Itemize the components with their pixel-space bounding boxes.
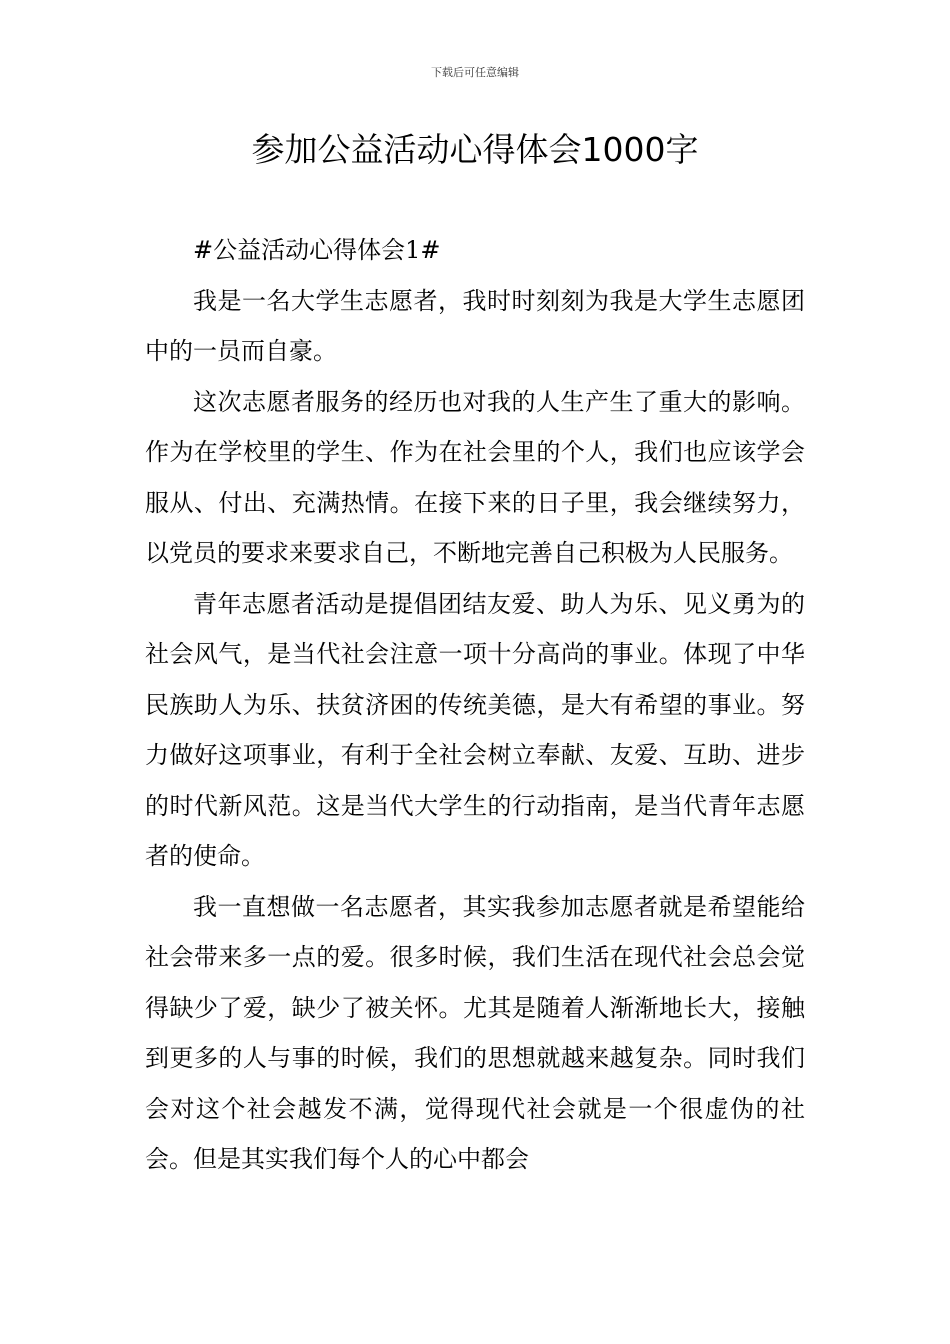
paragraph-1: 我是一名大学生志愿者，我时时刻刻为我是大学生志愿团中的一员而自豪。: [145, 286, 805, 365]
paragraph-3: 青年志愿者活动是提倡团结友爱、助人为乐、见义勇为的社会风气，是当代社会注意一项十分高尚的事业。体现了中华民族助人为乐、扶贫济困的传统美德，是大有希望的事业。努力做好这项事业，有利于全社会树立奉献、友爱、互助、进步的时代新风范。这是当代大学生的行动指南，是当代青年志愿者的使命。: [145, 589, 805, 870]
section-heading: #公益活动心得体会1#: [193, 236, 441, 264]
document-body: [145, 225, 805, 1185]
paragraph-2: 这次志愿者服务的经历也对我的人生产生了重大的影响。作为在学校里的学生、作为在社会里的个人，我们也应该学会服从、付出、充满热情。在接下来的日子里，我会继续努力，以党员的要求来要求自己，不断地完善自己积极为人民服务。: [145, 387, 805, 567]
document-title: 参加公益活动心得体会1000字: [251, 130, 699, 169]
header-note: 下载后可任意编辑: [431, 66, 519, 79]
paragraph-4: 我一直想做一名志愿者，其实我参加志愿者就是希望能给社会带来多一点的爱。很多时候，我们生活在现代社会总会觉得缺少了爱，缺少了被关怀。尤其是随着人渐渐地长大，接触到更多的人与事的时候，我们的思想就越来越复杂。同时我们会对这个社会越发不满，觉得现代社会就是一个很虚伪的社会。但是其实我们每个人的心中都会: [145, 892, 805, 1173]
